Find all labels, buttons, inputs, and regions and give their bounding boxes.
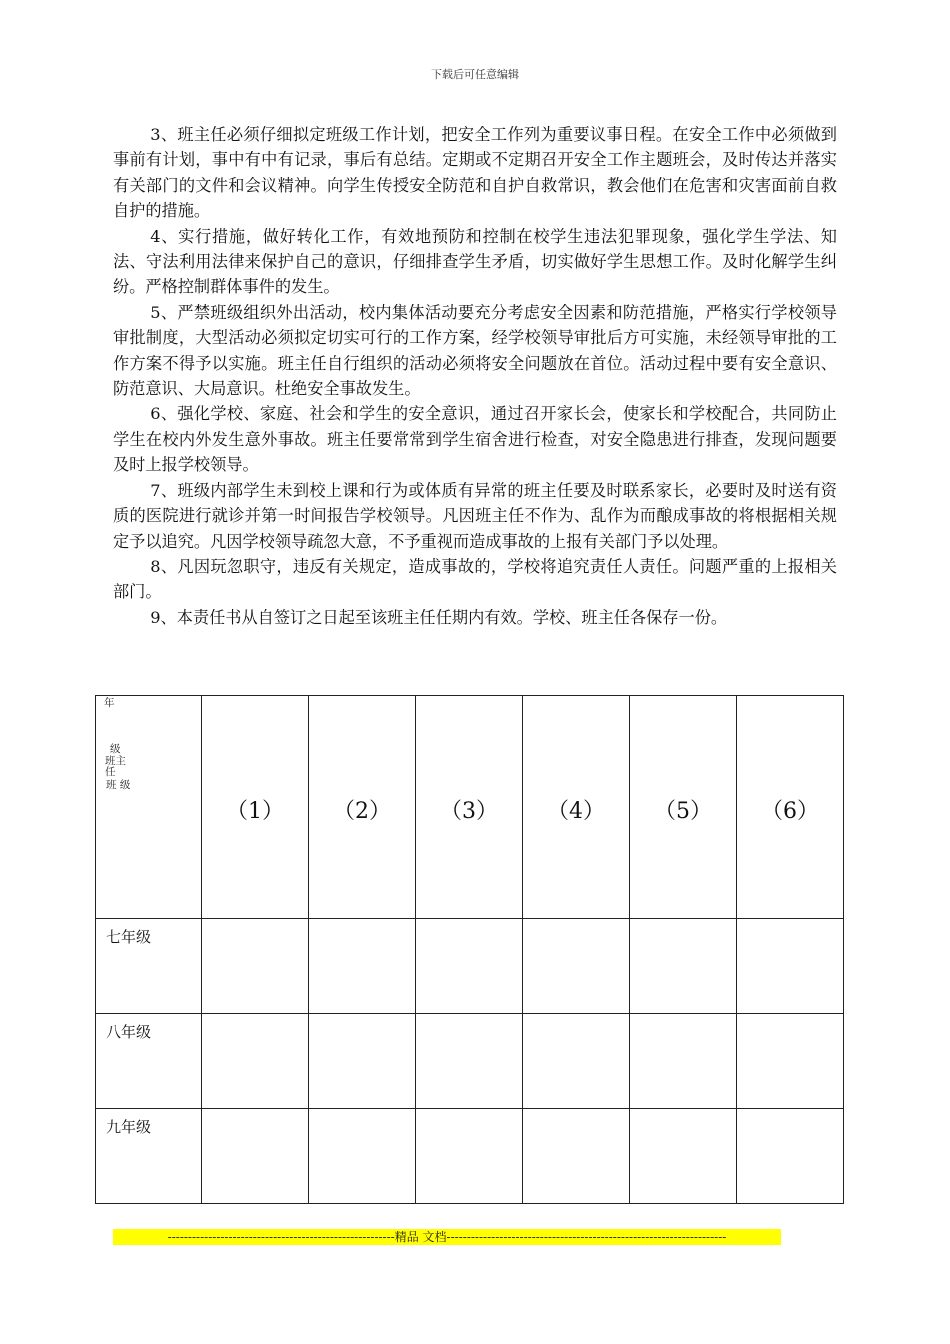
paragraph-3: 3、班主任必须仔细拟定班级工作计划，把安全工作列为重要议事日程。在安全工作中必须做到事前有计划，事中有中有记录，事后有总结。定期或不定期召开安全工作主题班会，及时传达并落实有关部门的文件和会议精神。向学生传授安全防范和自护自救常识，教会他们在危害和灾害面前自救自护的措施。 <box>113 125 837 221</box>
footer-dashes-right: --------------------------------------------------------------------- <box>446 1230 727 1244</box>
paragraph-5: 5、严禁班级组织外出活动，校内集体活动要充分考虑安全因素和防范措施，严格实行学校领导审批制度，大型活动必须拟定切实可行的工作方案，经学校领导审批后方可实施，未经领导审批的工作方案不得予以实施。班主任自行组织的活动必须将安全问题放在首位。活动过程中要有安全意识、防范意识、大局意识。杜绝安全事故发生。 <box>113 302 837 399</box>
row-label-grade7: 七年级 <box>96 919 202 1014</box>
table-cell <box>202 1109 309 1204</box>
table-cell <box>737 1109 844 1204</box>
corner-label-ren: 任 <box>105 766 116 778</box>
table-cell <box>416 919 523 1014</box>
table-cell <box>737 1014 844 1109</box>
table-cell <box>630 919 737 1014</box>
column-header-1: （1） <box>202 696 309 919</box>
table-cell <box>416 1014 523 1109</box>
table-cell <box>523 1014 630 1109</box>
table-cell <box>309 919 416 1014</box>
column-header-6: （6） <box>737 696 844 919</box>
table-cell <box>630 1014 737 1109</box>
paragraph-8: 8、凡因玩忽职守，违反有关规定，造成事故的，学校将追究责任人责任。问题严重的上报相关部门。 <box>113 556 837 602</box>
table-row <box>96 919 844 1014</box>
footer-label: 精品 文档 <box>394 1230 447 1244</box>
table-header-row <box>96 696 844 919</box>
column-header-3: （3） <box>416 696 523 919</box>
table-cell <box>202 919 309 1014</box>
paragraph-6: 6、强化学校、家庭、社会和学生的安全意识，通过召开家长会，使家长和学校配合，共同防止学生在校内外发生意外事故。班主任要常常到学生宿舍进行检查，对安全隐患进行排查，发现问题要及时上报学校领导。 <box>113 404 837 475</box>
corner-cell <box>96 696 202 919</box>
table-row <box>96 1014 844 1109</box>
corner-label-banzhu: 班主 <box>105 755 126 767</box>
row-label-grade9: 九年级 <box>96 1109 202 1204</box>
document-body <box>113 122 837 630</box>
corner-label-ji: 级 <box>110 743 121 755</box>
table-cell <box>202 1014 309 1109</box>
table-cell <box>737 919 844 1014</box>
corner-label-nian: 年 <box>104 697 115 709</box>
class-teacher-table <box>95 695 844 1204</box>
table-cell <box>309 1109 416 1204</box>
paragraph-9: 9、本责任书从自签订之日起至该班主任任期内有效。学校、班主任各保存一份。 <box>150 607 728 627</box>
column-header-5: （5） <box>630 696 737 919</box>
table-cell <box>416 1109 523 1204</box>
table-cell <box>523 1109 630 1204</box>
corner-label-banji: 班 级 <box>106 779 131 791</box>
table-cell <box>309 1014 416 1109</box>
column-header-4: （4） <box>523 696 630 919</box>
paragraph-4: 4、实行措施，做好转化工作，有效地预防和控制在校学生违法犯罪现象，强化学生学法、知法、守法利用法律来保护自己的意识，仔细排查学生矛盾，切实做好学生思想工作。及时化解学生纠纷。严格控制群体事件的发生。 <box>113 226 837 297</box>
page-header: 下载后可任意编辑 <box>431 68 519 81</box>
row-label-grade8: 八年级 <box>96 1014 202 1109</box>
table-row <box>96 1109 844 1204</box>
page-footer <box>113 1229 781 1245</box>
table-cell <box>630 1109 737 1204</box>
footer-dashes-left: -------------------------------------------------------- <box>167 1230 395 1244</box>
table-cell <box>523 919 630 1014</box>
paragraph-7: 7、班级内部学生未到校上课和行为或体质有异常的班主任要及时联系家长，必要时及时送有资质的医院进行就诊并第一时间报告学校领导。凡因班主任不作为、乱作为而酿成事故的将根据相关规定予以追究。凡因学校领导疏忽大意，不予重视而造成事故的上报有关部门予以处理。 <box>113 480 837 551</box>
column-header-2: （2） <box>309 696 416 919</box>
